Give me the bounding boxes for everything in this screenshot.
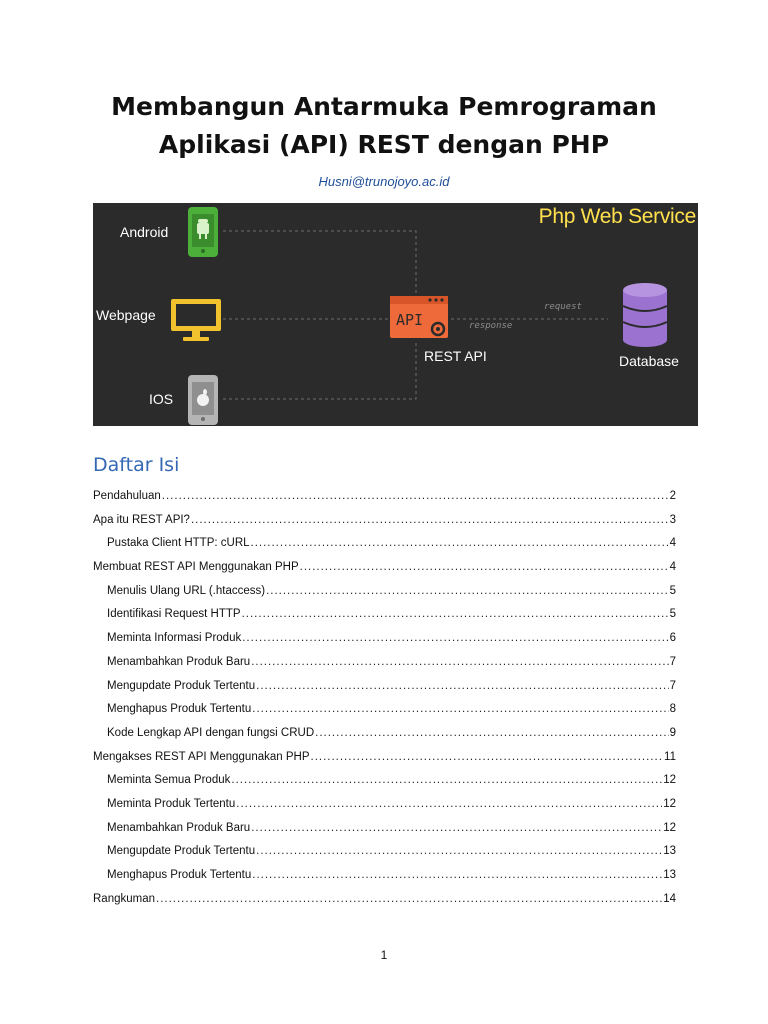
toc-entry-page[interactable]: 4 [669,561,676,574]
toc-leader-dots [236,798,662,810]
toc-entry[interactable] [93,680,676,704]
toc-entry[interactable] [93,751,676,775]
client-ios-label: IOS [149,391,174,407]
api-box-label: API [396,311,424,329]
toc-entry-label[interactable]: Meminta Semua Produk [107,774,231,787]
toc-entry[interactable] [93,561,676,585]
toc-entry-page[interactable]: 8 [669,703,676,716]
toc-entry-label[interactable]: Rangkuman [93,892,156,905]
database-label: Database [619,353,679,369]
toc-entry[interactable] [93,656,676,680]
android-phone-icon [188,207,218,257]
banner-brand: Php Web Service [538,205,696,228]
toc-entry-page[interactable]: 2 [669,490,676,502]
toc-entry-label[interactable]: Meminta Informasi Produk [107,632,242,645]
toc-entry-label[interactable]: Membuat REST API Menggunakan PHP [93,561,299,574]
apple-phone-icon [188,375,218,425]
toc-leader-dots [251,822,662,834]
toc-entry[interactable] [93,608,676,632]
database-icon [623,283,667,347]
title-line-2: Aplikasi (API) REST dengan PHP [158,130,610,159]
toc-entry-page[interactable]: 7 [669,679,676,692]
toc-leader-dots [252,869,662,881]
client-webpage-label: Webpage [96,307,156,323]
toc-leader-dots [162,490,669,502]
toc-entry-label[interactable]: Mengupdate Produk Tertentu [107,679,256,692]
toc-leader-dots [256,680,668,692]
toc-entry-label[interactable]: Menambahkan Produk Baru [107,655,251,668]
toc-entry-page[interactable]: 12 [663,821,676,834]
toc-leader-dots [242,608,669,620]
toc-entry[interactable] [93,822,676,846]
toc-entry-page[interactable]: 3 [669,513,676,526]
toc-entry-label[interactable]: Mengupdate Produk Tertentu [107,845,256,858]
response-arrow-label: response [469,321,513,331]
toc-entry-page[interactable]: 14 [663,892,676,905]
toc-leader-dots [191,514,669,526]
client-android-label: Android [120,224,169,240]
toc-leader-dots [256,845,662,857]
toc-entry-label[interactable]: Menambahkan Produk Baru [107,821,251,834]
toc-entry-label[interactable]: Menghapus Produk Tertentu [107,703,252,716]
toc-entry-page[interactable]: 11 [664,750,676,763]
toc-leader-dots [300,561,669,573]
toc-leader-dots [242,632,668,644]
toc-entry-label[interactable]: Pendahuluan [93,490,161,502]
toc-entry-page[interactable]: 4 [669,537,676,550]
toc-entry-page[interactable]: 12 [663,797,676,810]
toc-entry-page[interactable]: 7 [669,655,676,668]
page-number: 1 [380,948,388,962]
toc-heading: Daftar Isi [93,454,180,476]
toc-entry[interactable] [93,727,676,751]
toc-entry[interactable] [93,869,676,893]
toc-entry-label[interactable]: Kode Lengkap API dengan fungsi CRUD [107,726,315,739]
toc-entry-page[interactable]: 13 [663,845,676,858]
toc-leader-dots [311,751,664,763]
rest-api-label: REST API [424,348,487,364]
api-architecture-banner [93,203,698,426]
toc-entry[interactable] [93,798,676,822]
toc-entry[interactable] [93,893,676,917]
table-of-contents [93,490,676,916]
toc-entry[interactable] [93,537,676,561]
toc-entry-page[interactable]: 6 [669,632,676,645]
toc-entry-label[interactable]: Apa itu REST API? [93,513,190,526]
author-email[interactable]: Husni@trunojoyo.ac.id [318,174,450,189]
toc-entry-page[interactable]: 12 [663,774,676,787]
title-line-1: Membangun Antarmuka Pemrograman [111,92,657,121]
request-arrow-label: request [544,302,582,312]
toc-leader-dots [231,774,662,786]
toc-leader-dots [251,537,669,549]
toc-entry-label[interactable]: Identifikasi Request HTTP [107,608,241,621]
document-title [0,88,768,164]
toc-entry[interactable] [93,585,676,609]
toc-entry-page[interactable]: 5 [669,608,676,621]
toc-entry[interactable] [93,490,676,514]
toc-leader-dots [156,893,662,905]
toc-entry[interactable] [93,514,676,538]
toc-entry[interactable] [93,703,676,727]
monitor-icon [171,299,221,341]
toc-entry[interactable] [93,774,676,798]
toc-leader-dots [315,727,668,739]
toc-entry-label[interactable]: Mengakses REST API Menggunakan PHP [93,750,310,763]
toc-leader-dots [251,656,668,668]
toc-entry-page[interactable]: 9 [669,726,676,739]
toc-leader-dots [252,703,668,715]
toc-entry-label[interactable]: Menulis Ulang URL (.htaccess) [107,584,266,597]
toc-entry-label[interactable]: Menghapus Produk Tertentu [107,869,252,881]
toc-entry-page[interactable]: 13 [663,869,676,881]
toc-entry-label[interactable]: Pustaka Client HTTP: cURL [107,537,250,550]
toc-entry[interactable] [93,845,676,869]
toc-entry-page[interactable]: 5 [669,584,676,597]
toc-leader-dots [266,585,669,597]
toc-entry[interactable] [93,632,676,656]
toc-entry-label[interactable]: Meminta Produk Tertentu [107,797,236,810]
